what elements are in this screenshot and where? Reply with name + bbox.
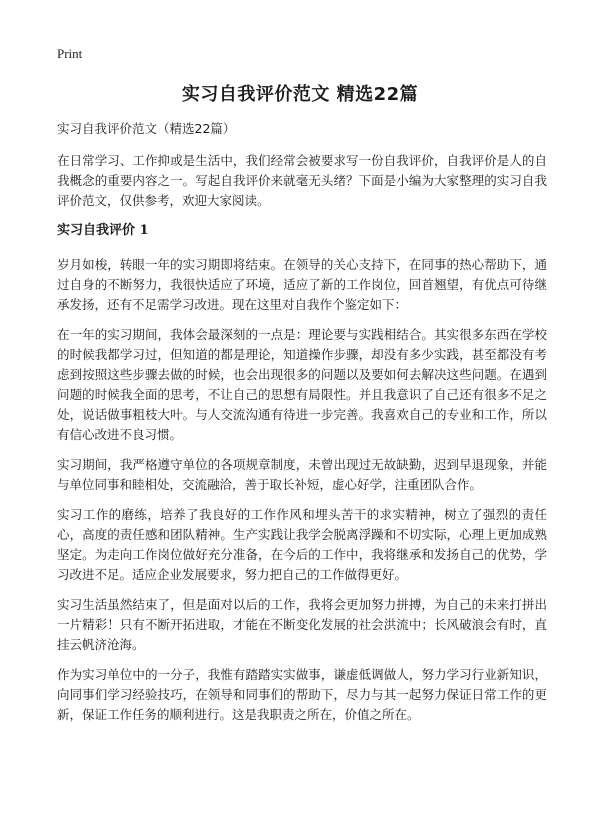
document-subtitle: 实习自我评价范文（精选22篇） bbox=[57, 121, 236, 136]
document-body bbox=[57, 119, 547, 735]
print-link[interactable]: Print bbox=[57, 46, 83, 61]
body-paragraph-4: 实习工作的磨练，培养了我良好的工作作风和埋头苦干的求实精神，树立了强烈的责任心，高度的责任感和团队精神。生产实践让我学会脱离浮躁和不切实际，心理上更加成熟坚定。为走向工作岗位做好充分准备，在今后的工作中，我将继承和发扬自己的优势，学习改进不足。适应企业发展要求，努力把自己的工作做得更好。 bbox=[57, 507, 547, 582]
body-paragraph-1: 岁月如梭，转眼一年的实习期即将结束。在领导的关心支持下，在同事的热心帮助下，通过自身的不断努力，我很快适应了环境，适应了新的工作岗位，回首翘望，有优点可待继承发扬，还有不足需学习改进。现在这里对自我作个鉴定如下： bbox=[57, 257, 547, 312]
body-paragraph-6: 作为实习单位中的一分子，我惟有踏踏实实做事，谦虚低调做人，努力学习行业新知识，向同事们学习经验技巧，在领导和同事们的帮助下，尽力与其一起努力保证日常工作的更新，保证工作任务的顺利进行。这是我职责之所在，价值之所在。 bbox=[57, 667, 547, 722]
intro-paragraph: 在日常学习、工作抑或是生活中，我们经常会被要求写一份自我评价，自我评价是人的自我概念的重要内容之一。写起自我评价来就毫无头绪？下面是小编为大家整理的实习自我评价范文，仅供参考，欢迎大家阅读。 bbox=[57, 153, 547, 208]
body-paragraph-5: 实习生活虽然结束了，但是面对以后的工作，我将会更加努力拼搏，为自己的未来打拼出一片精彩！只有不断开拓进取，才能在不断变化发展的社会洪流中；长风破浪会有时，直挂云帆济沧海。 bbox=[57, 597, 547, 652]
page-title: 实习自我评价范文 精选22篇 bbox=[181, 84, 419, 105]
body-paragraph-3: 实习期间，我严格遵守单位的各项规章制度，未曾出现过无故缺勤，迟到早退现象，并能与单位同事和睦相处，交流融洽，善于取长补短，虚心好学，注重团队合作。 bbox=[57, 457, 547, 492]
body-paragraph-2: 在一年的实习期间，我体会最深刻的一点是：理论要与实践相结合。其实很多东西在学校的时候我都学习过，但知道的都是理论，知道操作步骤，却没有多少实践，甚至都没有考虑到按照这些步骤去做的时候，也会出现很多的问题以及要如何去解决这些问题。在遇到问题的时候我全面的思考，不让自己的思想有局限性。并且我意识了自己还有很多不足之处，说话做事粗枝大叶。与人交流沟通有待进一步完善。我喜欢自己的专业和工作，所以有信心改进不良习惯。 bbox=[57, 327, 547, 442]
section-heading: 实习自我评价 1 bbox=[57, 223, 149, 238]
